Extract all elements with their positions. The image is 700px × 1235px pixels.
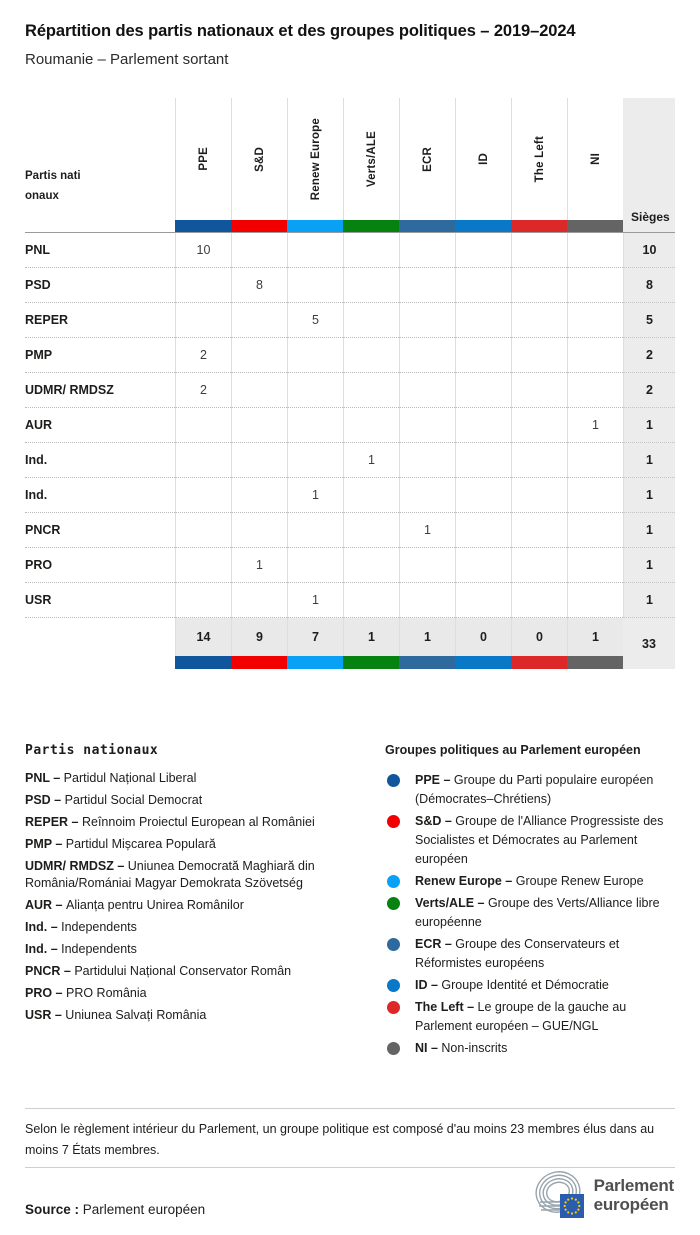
group-color-bar <box>455 656 511 669</box>
seat-count-cell <box>287 268 343 303</box>
column-header-id <box>455 98 511 220</box>
seat-count-cell <box>175 443 231 478</box>
group-total-cell: 1 <box>567 618 623 656</box>
group-legend-text <box>415 812 675 869</box>
party-abbr: USR – <box>25 1008 66 1022</box>
total-seats-cell: 1 <box>623 443 675 478</box>
total-seats-cell: 1 <box>623 513 675 548</box>
party-full-name: Partidului Național Conservator Român <box>74 964 292 978</box>
seat-count-cell <box>455 408 511 443</box>
party-full-name: Independents <box>61 942 137 956</box>
party-abbr: PRO – <box>25 986 66 1000</box>
group-full-name: Groupe de l'Alliance Progressiste des Socialistes et Démocrates au Parlement européen <box>415 814 664 866</box>
seat-count-cell <box>175 408 231 443</box>
seat-count-cell <box>511 373 567 408</box>
seat-count-cell <box>399 478 455 513</box>
seat-count-cell <box>567 443 623 478</box>
page-title: Répartition des partis nationaux et des groupes politiques – 2019–2024 <box>25 22 576 40</box>
group-color-dot <box>387 774 400 787</box>
group-color-bar <box>231 220 287 233</box>
seat-count-cell: 1 <box>287 478 343 513</box>
seat-count-cell <box>511 548 567 583</box>
group-color-bar <box>455 220 511 233</box>
seat-count-cell <box>511 233 567 268</box>
seat-count-cell: 5 <box>287 303 343 338</box>
total-seats-cell: 1 <box>623 408 675 443</box>
party-name-cell: PNL <box>25 233 175 268</box>
seat-count-cell <box>231 478 287 513</box>
seat-count-cell <box>399 583 455 618</box>
party-legend-item <box>25 963 355 980</box>
column-header-label: PPE <box>197 147 210 171</box>
column-header-label: ECR <box>421 146 434 172</box>
seat-count-cell <box>343 303 399 338</box>
party-name-cell: PSD <box>25 268 175 303</box>
group-abbr: ID – <box>415 978 442 992</box>
seat-count-cell <box>175 478 231 513</box>
column-header-label: The Left <box>533 135 546 183</box>
seat-count-cell: 1 <box>399 513 455 548</box>
group-legend-text <box>415 872 675 891</box>
seat-count-cell <box>455 548 511 583</box>
party-name-cell: PMP <box>25 338 175 373</box>
group-total-cell: 0 <box>511 618 567 656</box>
seat-count-cell <box>399 233 455 268</box>
group-full-name: Non-inscrits <box>441 1041 508 1055</box>
party-legend-item <box>25 814 355 831</box>
seat-count-cell <box>175 303 231 338</box>
party-abbr: PSD – <box>25 793 65 807</box>
seat-count-cell <box>455 443 511 478</box>
header-bar-spacer <box>25 220 175 233</box>
legend-political-groups <box>385 743 675 1061</box>
group-abbr: The Left – <box>415 1000 478 1014</box>
seat-count-cell <box>231 443 287 478</box>
party-legend-item <box>25 858 355 892</box>
seat-count-cell <box>455 303 511 338</box>
party-abbr: PNL – <box>25 771 64 785</box>
seat-count-cell <box>567 548 623 583</box>
seat-count-cell <box>175 583 231 618</box>
seat-count-cell <box>511 583 567 618</box>
party-full-name: Alianța pentru Unirea Românilor <box>65 898 244 912</box>
group-legend-item <box>385 894 675 932</box>
seat-count-cell <box>511 338 567 373</box>
seat-count-cell <box>399 338 455 373</box>
group-color-dot <box>387 897 400 910</box>
column-header-label: NI <box>589 153 602 165</box>
party-legend-item <box>25 792 355 809</box>
seat-count-cell <box>511 408 567 443</box>
seat-count-cell <box>231 233 287 268</box>
total-seats-cell: 5 <box>623 303 675 338</box>
column-header-the-left <box>511 98 567 220</box>
party-name-cell: Ind. <box>25 443 175 478</box>
group-color-bar <box>567 220 623 233</box>
seat-count-cell <box>511 478 567 513</box>
group-color-dot <box>387 938 400 951</box>
seat-count-cell <box>343 268 399 303</box>
group-abbr: Verts/ALE – <box>415 896 488 910</box>
party-legend-item <box>25 770 355 787</box>
party-abbr: REPER – <box>25 815 82 829</box>
seat-count-cell <box>511 443 567 478</box>
source-value: Parlement européen <box>82 1202 206 1217</box>
seat-count-cell <box>511 513 567 548</box>
group-legend-text <box>415 976 675 995</box>
group-color-bar <box>399 656 455 669</box>
party-legend-item <box>25 897 355 914</box>
party-full-name: PRO România <box>66 986 147 1000</box>
group-legend-text <box>415 771 675 809</box>
seat-count-cell <box>399 268 455 303</box>
total-seats-cell: 1 <box>623 583 675 618</box>
column-header-label: S&D <box>253 146 266 172</box>
seat-count-cell <box>567 338 623 373</box>
group-total-cell: 1 <box>399 618 455 656</box>
seat-count-cell: 1 <box>231 548 287 583</box>
party-abbr: PNCR – <box>25 964 75 978</box>
group-full-name: Groupe des Verts/Alliance libre européenne <box>415 896 660 929</box>
seat-count-cell: 1 <box>287 583 343 618</box>
group-total-cell: 1 <box>343 618 399 656</box>
seat-count-cell <box>231 513 287 548</box>
seat-count-cell <box>287 233 343 268</box>
total-seats-cell: 1 <box>623 548 675 583</box>
group-abbr: ECR – <box>415 937 456 951</box>
seat-count-cell <box>567 233 623 268</box>
total-seats-cell: 8 <box>623 268 675 303</box>
seat-count-cell <box>231 583 287 618</box>
seat-count-cell: 8 <box>231 268 287 303</box>
party-full-name: Reînnoim Proiectul European al României <box>81 815 315 829</box>
seat-count-cell <box>455 233 511 268</box>
seat-count-cell <box>287 373 343 408</box>
seat-count-cell <box>567 268 623 303</box>
party-full-name: Uniunea Salvați România <box>65 1008 207 1022</box>
seat-count-cell <box>511 303 567 338</box>
group-abbr: NI – <box>415 1041 442 1055</box>
seat-count-cell <box>343 478 399 513</box>
group-color-bar <box>175 656 231 669</box>
group-legend-item <box>385 998 675 1036</box>
group-color-bar <box>287 220 343 233</box>
divider-top <box>25 1108 675 1109</box>
seat-count-cell <box>343 583 399 618</box>
legend-groups-heading: Groupes politiques au Parlement européen <box>385 743 641 757</box>
group-color-bar <box>343 220 399 233</box>
table-corner-header <box>25 98 175 220</box>
party-name-cell: REPER <box>25 303 175 338</box>
totals-spacer <box>25 618 175 656</box>
party-abbr: AUR – <box>25 898 66 912</box>
seat-count-cell <box>567 583 623 618</box>
group-color-bar <box>175 220 231 233</box>
seat-count-cell <box>567 303 623 338</box>
group-color-dot <box>387 875 400 888</box>
seat-count-cell <box>567 373 623 408</box>
group-legend-text <box>415 998 675 1036</box>
group-color-dot <box>387 1001 400 1014</box>
page-subtitle: Roumanie – Parlement sortant <box>25 51 229 68</box>
seat-count-cell <box>231 373 287 408</box>
party-full-name: Partidul Social Democrat <box>64 793 203 807</box>
total-seats-cell: 10 <box>623 233 675 268</box>
grand-total-cell: 33 <box>623 618 675 669</box>
seat-count-cell <box>399 443 455 478</box>
seat-count-cell <box>231 303 287 338</box>
legend-national-parties <box>25 743 355 1061</box>
group-color-bar <box>399 220 455 233</box>
footnote: Selon le règlement intérieur du Parlement, un groupe politique est composé d'au moins 23 membres élus dans au moins 7 États membres. <box>25 1122 655 1157</box>
seat-count-cell <box>399 373 455 408</box>
group-color-dot <box>387 979 400 992</box>
group-total-cell: 14 <box>175 618 231 656</box>
group-full-name: Groupe du Parti populaire européen (Démocrates–Chrétiens) <box>415 773 654 806</box>
column-header-label: ID <box>477 153 490 165</box>
seat-count-cell <box>567 478 623 513</box>
group-legend-item <box>385 872 675 891</box>
group-legend-item <box>385 812 675 869</box>
column-header-renew-europe <box>287 98 343 220</box>
seat-count-cell: 1 <box>343 443 399 478</box>
seat-count-cell <box>455 338 511 373</box>
party-full-name: Partidul Mișcarea Populară <box>65 837 216 851</box>
group-full-name: Le groupe de la gauche au Parlement européen – GUE/NGL <box>415 1000 627 1033</box>
seat-count-cell <box>343 373 399 408</box>
seat-count-cell <box>399 548 455 583</box>
seat-count-cell <box>455 478 511 513</box>
legend-parties-heading: Partis nationaux <box>25 743 159 758</box>
group-legend-text <box>415 1039 675 1058</box>
seat-count-cell <box>175 268 231 303</box>
party-name-cell: AUR <box>25 408 175 443</box>
ep-logo-line2: européen <box>593 1195 669 1214</box>
seat-count-cell <box>455 268 511 303</box>
group-total-cell: 0 <box>455 618 511 656</box>
column-header-ni <box>567 98 623 220</box>
seat-count-cell: 2 <box>175 338 231 373</box>
total-seats-cell: 2 <box>623 373 675 408</box>
seat-count-cell <box>231 338 287 373</box>
divider-bottom <box>25 1167 675 1168</box>
party-legend-item <box>25 836 355 853</box>
total-seats-cell: 1 <box>623 478 675 513</box>
seat-count-cell: 2 <box>175 373 231 408</box>
group-abbr: Renew Europe – <box>415 874 516 888</box>
group-total-cell: 7 <box>287 618 343 656</box>
seat-count-cell <box>511 268 567 303</box>
column-header-ppe <box>175 98 231 220</box>
party-full-name: Partidul Național Liberal <box>63 771 197 785</box>
total-seats-cell: 2 <box>623 338 675 373</box>
party-abbr: UDMR/ RMDSZ – <box>25 859 128 873</box>
party-legend-item <box>25 1007 355 1024</box>
seat-count-cell <box>287 408 343 443</box>
party-name-cell: Ind. <box>25 478 175 513</box>
seat-count-cell <box>343 338 399 373</box>
infographic-page <box>0 22 700 1217</box>
group-full-name: Groupe des Conservateurs et Réformistes européens <box>415 937 620 970</box>
column-header-s-d <box>231 98 287 220</box>
seat-count-cell <box>455 373 511 408</box>
group-color-bar <box>231 656 287 669</box>
seat-count-cell <box>231 408 287 443</box>
party-name-cell: PRO <box>25 548 175 583</box>
party-abbr: PMP – <box>25 837 66 851</box>
group-legend-text <box>415 935 675 973</box>
group-color-bar <box>511 656 567 669</box>
ep-logo-text <box>594 1176 674 1214</box>
group-legend-item <box>385 935 675 973</box>
seat-count-cell: 10 <box>175 233 231 268</box>
seat-count-cell <box>287 513 343 548</box>
seat-count-cell <box>399 408 455 443</box>
seats-column-header: Sièges <box>623 98 675 233</box>
party-name-cell: UDMR/ RMDSZ <box>25 373 175 408</box>
party-abbr: Ind. – <box>25 942 62 956</box>
party-legend-item <box>25 985 355 1002</box>
column-header-ecr <box>399 98 455 220</box>
party-name-cell: USR <box>25 583 175 618</box>
seat-count-cell <box>287 338 343 373</box>
seat-count-cell <box>455 583 511 618</box>
seat-count-cell <box>175 513 231 548</box>
seat-count-cell <box>343 513 399 548</box>
group-full-name: Groupe Identité et Démocratie <box>441 978 609 992</box>
legend-groups-list <box>385 771 675 1058</box>
group-legend-item <box>385 1039 675 1058</box>
party-name-cell: PNCR <box>25 513 175 548</box>
seats-table <box>25 98 675 669</box>
seat-count-cell <box>287 548 343 583</box>
seat-count-cell <box>455 513 511 548</box>
group-total-cell: 9 <box>231 618 287 656</box>
group-color-dot <box>387 1042 400 1055</box>
corner-label: Partis nationaux <box>25 170 81 202</box>
group-color-bar <box>343 656 399 669</box>
party-abbr: Ind. – <box>25 920 62 934</box>
column-header-label: Verts/ALE <box>365 130 378 188</box>
seat-count-cell <box>287 443 343 478</box>
seat-count-cell <box>343 408 399 443</box>
party-legend-item <box>25 941 355 958</box>
group-legend-text <box>415 894 675 932</box>
group-legend-item <box>385 771 675 809</box>
group-abbr: S&D – <box>415 814 456 828</box>
party-legend-item <box>25 919 355 936</box>
seat-count-cell <box>343 233 399 268</box>
seat-count-cell <box>567 513 623 548</box>
legend-section <box>25 743 675 1061</box>
footer-bar-spacer <box>25 656 175 669</box>
seat-count-cell <box>399 303 455 338</box>
ep-logo-line1: Parlement <box>593 1176 674 1195</box>
group-abbr: PPE – <box>415 773 454 787</box>
column-header-verts-ale <box>343 98 399 220</box>
source-line <box>25 1202 205 1217</box>
party-full-name: Uniunea Democrată Maghiară din România/Romániai Magyar Demokrata Szövetség <box>25 859 315 890</box>
seat-count-cell: 1 <box>567 408 623 443</box>
source-label: Source : <box>25 1202 80 1217</box>
group-legend-item <box>385 976 675 995</box>
group-color-bar <box>511 220 567 233</box>
group-color-bar <box>567 656 623 669</box>
party-full-name: Independents <box>61 920 137 934</box>
legend-parties-list <box>25 770 355 1024</box>
group-color-bar <box>287 656 343 669</box>
seat-count-cell <box>175 548 231 583</box>
group-full-name: Groupe Renew Europe <box>515 874 644 888</box>
group-color-dot <box>387 815 400 828</box>
seat-count-cell <box>343 548 399 583</box>
column-header-label: Renew Europe <box>309 117 322 201</box>
